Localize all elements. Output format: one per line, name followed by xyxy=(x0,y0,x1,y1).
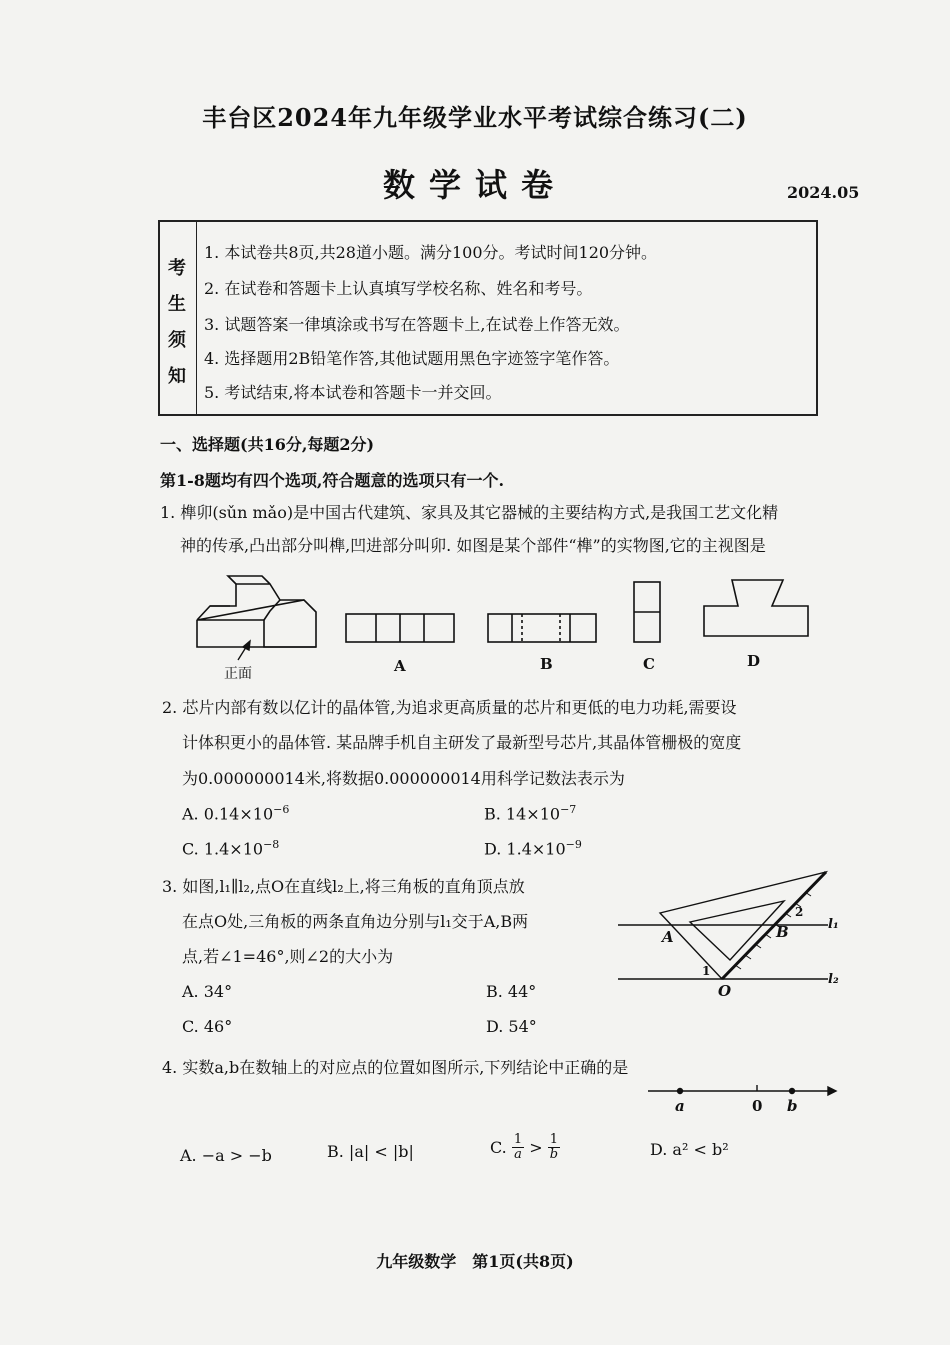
notice-item: 2. 在试卷和答题卡上认真填写学校名称、姓名和考号。 xyxy=(204,279,593,298)
q4-axis-zero: 0 xyxy=(752,1097,763,1115)
exam-subtitle: 数学试卷 xyxy=(382,166,567,204)
q3-option-b: B. 44° xyxy=(486,982,537,1001)
q4-option-c-prefix: C. xyxy=(490,1138,507,1157)
q4-option-b: B. |a| < |b| xyxy=(327,1142,414,1161)
q3-fig-point-a: A xyxy=(662,928,674,946)
q2-option-b-exp: −7 xyxy=(560,803,577,816)
q2-option-d-text: D. 1.4×10 xyxy=(484,839,566,859)
q4-option-c-gt: > xyxy=(529,1138,543,1157)
q4-option-a: A. −a > −b xyxy=(180,1146,272,1165)
q4-option-d: D. a² < b² xyxy=(650,1140,729,1159)
q2-text-line3: 为0.000000014米,将数据0.000000014用科学记数法表示为 xyxy=(182,769,625,788)
q4-fraction-1-over-b xyxy=(548,1133,560,1162)
q4-axis-a: a xyxy=(675,1097,685,1115)
q3-fig-point-o: O xyxy=(718,982,732,1000)
q3-fig-angle-2: 2 xyxy=(795,905,804,919)
q4-frac1-den: a xyxy=(514,1147,522,1162)
notice-side-char: 生 xyxy=(168,294,186,315)
q3-option-d: D. 54° xyxy=(486,1017,537,1036)
q2-option-a-exp: −6 xyxy=(273,803,290,816)
q4-frac2-den: b xyxy=(549,1147,559,1162)
q3-text-line3: 点,若∠1=46°,则∠2的大小为 xyxy=(182,947,394,966)
notice-side-char: 考 xyxy=(168,258,186,279)
q1-text-line1: 1. 榫卯(sǔn mǎo)是中国古代建筑、家具及其它器械的主要结构方式,是我国工艺文化精 xyxy=(160,503,779,522)
notice-item: 4. 选择题用2B铅笔作答,其他试题用黑色字迹签字笔作答。 xyxy=(204,349,620,368)
q3-text-line1: 3. 如图,l₁∥l₂,点O在直线l₂上,将三角板的直角顶点放 xyxy=(162,877,525,896)
q2-text-line1: 2. 芯片内部有数以亿计的晶体管,为追求更高质量的芯片和更低的电力功耗,需要设 xyxy=(162,698,737,717)
q3-fig-angle-1: 1 xyxy=(702,964,711,978)
q1-label-a: A xyxy=(394,657,406,675)
notice-item: 3. 试题答案一律填涂或书写在答题卡上,在试卷上作答无效。 xyxy=(204,315,630,334)
q4-axis-b: b xyxy=(787,1097,798,1115)
q2-text-line2: 计体积更小的晶体管. 某品牌手机自主研发了最新型号芯片,其晶体管栅极的宽度 xyxy=(182,733,742,752)
q3-option-a: A. 34° xyxy=(182,982,233,1001)
q2-option-d-exp: −9 xyxy=(565,838,582,851)
q1-front-label: 正面 xyxy=(224,666,252,682)
q3-option-c: C. 46° xyxy=(182,1017,233,1036)
notice-item: 5. 考试结束,将本试卷和答题卡一并交回。 xyxy=(204,383,502,402)
notice-item: 1. 本试卷共8页,共28道小题。满分100分。考试时间120分钟。 xyxy=(204,243,658,262)
notice-side-char: 须 xyxy=(168,330,186,351)
q4-option-c xyxy=(490,1133,560,1162)
q1-text-line2: 神的传承,凸出部分叫榫,凹进部分叫卯. 如图是某个部件“榫”的实物图,它的主视图是 xyxy=(180,536,766,555)
exam-title: 丰台区2024年九年级学业水平考试综合练习(二) xyxy=(202,103,748,132)
q4-frac2-num: 1 xyxy=(548,1133,560,1148)
notice-side-char: 知 xyxy=(168,366,186,387)
q2-option-a-text: A. 0.14×10 xyxy=(182,804,274,824)
section-heading: 一、选择题(共16分,每题2分) xyxy=(160,435,375,454)
q2-option-c-text: C. 1.4×10 xyxy=(182,839,264,859)
q1-label-c: C xyxy=(643,655,655,673)
q2-option-b-text: B. 14×10 xyxy=(484,804,561,824)
section-instruction: 第1-8题均有四个选项,符合题意的选项只有一个. xyxy=(160,471,505,490)
q3-fig-label-l1: l₁ xyxy=(828,917,839,932)
q3-fig-point-b: B xyxy=(776,923,789,941)
q1-label-d: D xyxy=(747,652,761,670)
q3-fig-label-l2: l₂ xyxy=(828,972,839,987)
exam-date: 2024.05 xyxy=(787,183,860,202)
q2-option-c-exp: −8 xyxy=(263,838,280,851)
page-footer: 九年级数学 第1页(共8页) xyxy=(376,1252,574,1271)
q3-text-line2: 在点O处,三角板的两条直角边分别与l₁交于A,B两 xyxy=(182,912,529,931)
q4-fraction-1-over-a xyxy=(512,1133,524,1162)
q1-label-b: B xyxy=(540,655,553,673)
q4-text-line1: 4. 实数a,b在数轴上的对应点的位置如图所示,下列结论中正确的是 xyxy=(162,1058,629,1077)
q4-frac1-num: 1 xyxy=(513,1132,523,1147)
